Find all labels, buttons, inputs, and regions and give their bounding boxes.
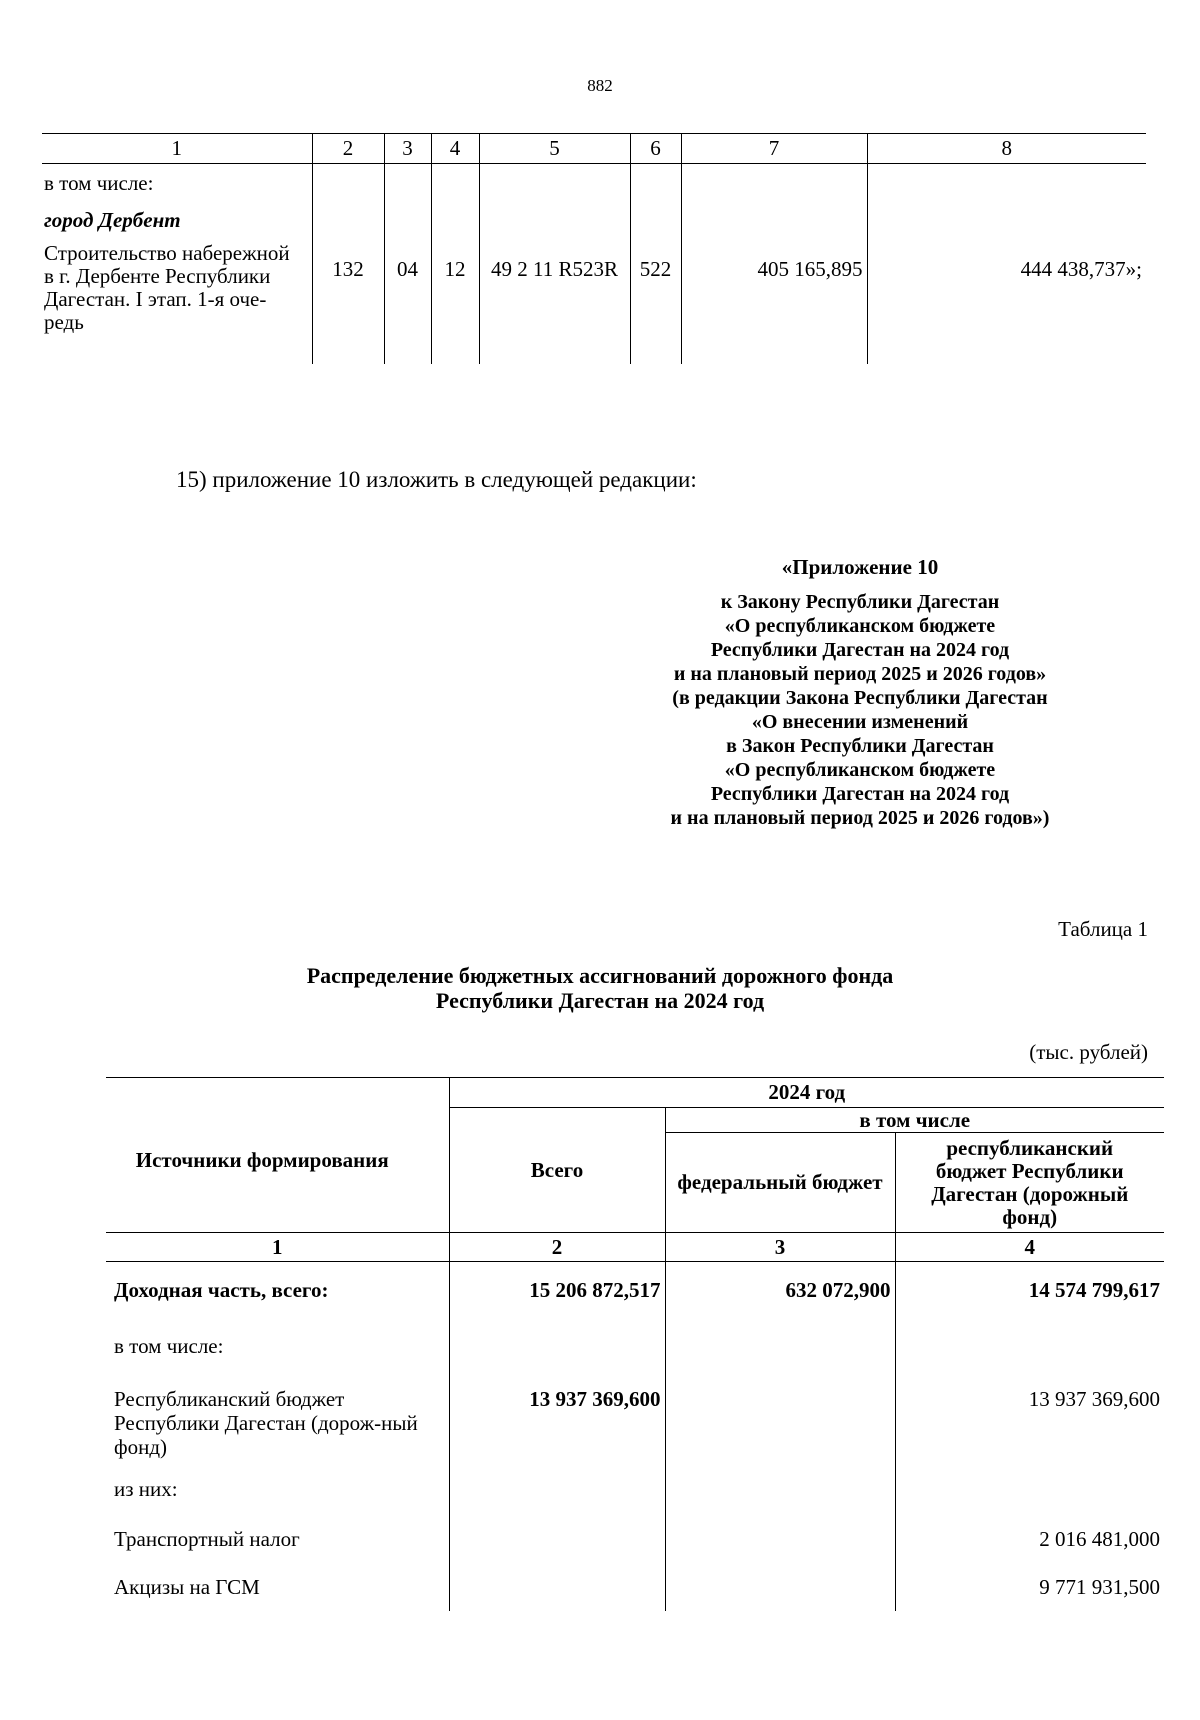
row-republic: 13 937 369,600 <box>895 1387 1164 1477</box>
city-label: город Дербент <box>44 208 181 232</box>
appendix-line: (в редакции Закона Республики Дагестан <box>672 687 1048 709</box>
row-name-line: редь <box>44 310 84 334</box>
cell-target-code: 49 2 11 R523R <box>479 164 630 364</box>
top-table-col-8: 8 <box>867 134 1146 164</box>
top-table-col-5: 5 <box>479 134 630 164</box>
appendix-line: «О республиканском бюджете <box>724 759 996 781</box>
row-total <box>449 1477 665 1527</box>
table-label: Таблица 1 <box>1058 917 1148 941</box>
appendix-line: Республики Дагестан на 2024 год <box>710 639 1010 661</box>
top-table-col-2: 2 <box>312 134 384 164</box>
header-republic: республиканский бюджет Республики Дагестан (дорожный фонд) <box>895 1133 1164 1233</box>
row-name: Акцизы на ГСМ <box>114 1574 260 1599</box>
row-total: 13 937 369,600 <box>449 1387 665 1477</box>
col-number: 1 <box>106 1233 449 1262</box>
row-republic: 2 016 481,000 <box>895 1527 1164 1575</box>
cell-section-code: 04 <box>384 164 431 364</box>
appendix-line: к Закону Республики Дагестан <box>720 591 1000 613</box>
cell-expense-type: 522 <box>630 164 681 364</box>
row-total <box>449 1527 665 1575</box>
row-republic <box>895 1332 1164 1387</box>
table-row <box>106 1477 1164 1527</box>
row-name-line: в г. Дербенте Республики <box>44 264 271 288</box>
appendix-header <box>600 555 1120 830</box>
road-fund-table <box>106 1077 1164 1611</box>
top-table-col-3: 3 <box>384 134 431 164</box>
intro-text: в том числе: <box>44 171 154 195</box>
row-federal <box>665 1527 895 1575</box>
appendix-line: и на плановый период 2025 и 2026 годов» <box>673 663 1047 685</box>
appendix-line: и на плановый период 2025 и 2026 годов») <box>670 807 1050 829</box>
units-label: (тыс. рублей) <box>1029 1040 1148 1064</box>
page-number: 882 <box>587 76 613 95</box>
appendix-line: «О республиканском бюджете <box>724 615 996 637</box>
header-total: Всего <box>449 1108 665 1233</box>
cell-ministry-code: 132 <box>312 164 384 364</box>
amendment-paragraph: 15) приложение 10 изложить в следующей редакции: <box>176 467 697 492</box>
row-federal <box>665 1387 895 1477</box>
col-number: 4 <box>895 1233 1164 1262</box>
header-including: в том числе <box>665 1108 1164 1133</box>
row-name-line: Дагестан. I этап. 1-я оче- <box>44 287 267 311</box>
table-row <box>106 1527 1164 1575</box>
row-republic: 9 771 931,500 <box>895 1575 1164 1611</box>
appendix-line: Республики Дагестан на 2024 год <box>710 783 1010 805</box>
cell-amount-8: 444 438,737»; <box>867 164 1146 364</box>
appendix-line: «О внесении изменений <box>751 711 969 733</box>
header-year: 2024 год <box>449 1078 1164 1108</box>
row-republic <box>895 1477 1164 1527</box>
header-sources: Источники формирования <box>106 1078 449 1233</box>
cell-amount-7: 405 165,895 <box>681 164 867 364</box>
row-federal: 632 072,900 <box>665 1262 895 1332</box>
table-row <box>106 1332 1164 1387</box>
row-republic: 14 574 799,617 <box>895 1262 1164 1332</box>
top-table <box>42 133 1146 364</box>
top-table-col-1: 1 <box>42 134 312 164</box>
table-row <box>42 164 1146 364</box>
row-total: 15 206 872,517 <box>449 1262 665 1332</box>
row-name: Транспортный налог <box>114 1526 300 1551</box>
row-name: Доходная часть, всего: <box>114 1278 329 1302</box>
top-table-header-row <box>42 134 1146 164</box>
row-name: из них: <box>114 1476 178 1501</box>
appendix-line: в Закон Республики Дагестан <box>726 735 994 757</box>
row-federal <box>665 1575 895 1611</box>
row-federal <box>665 1477 895 1527</box>
table-title <box>0 963 1200 1013</box>
appendix-heading: «Приложение 10 <box>781 555 939 579</box>
row-federal <box>665 1332 895 1387</box>
top-table-col-7: 7 <box>681 134 867 164</box>
cell-subsection-code: 12 <box>431 164 479 364</box>
top-table-col-6: 6 <box>630 134 681 164</box>
table-row <box>106 1575 1164 1611</box>
table-row <box>106 1262 1164 1332</box>
row-total <box>449 1332 665 1387</box>
top-table-name-cell <box>42 164 312 364</box>
table-row <box>106 1387 1164 1477</box>
row-name: в том числе: <box>114 1333 224 1358</box>
col-number: 3 <box>665 1233 895 1262</box>
table-title-line: Республики Дагестан на 2024 год <box>435 988 765 1013</box>
top-table-col-4: 4 <box>431 134 479 164</box>
row-name: Республиканский бюджет Республики Дагестан (дорож-ный фонд) <box>114 1386 418 1459</box>
table-title-line: Распределение бюджетных ассигнований дорожного фонда <box>306 963 894 988</box>
row-name-line: Строительство набережной <box>44 241 290 265</box>
header-federal: федеральный бюджет <box>665 1133 895 1233</box>
col-number: 2 <box>449 1233 665 1262</box>
row-total <box>449 1575 665 1611</box>
